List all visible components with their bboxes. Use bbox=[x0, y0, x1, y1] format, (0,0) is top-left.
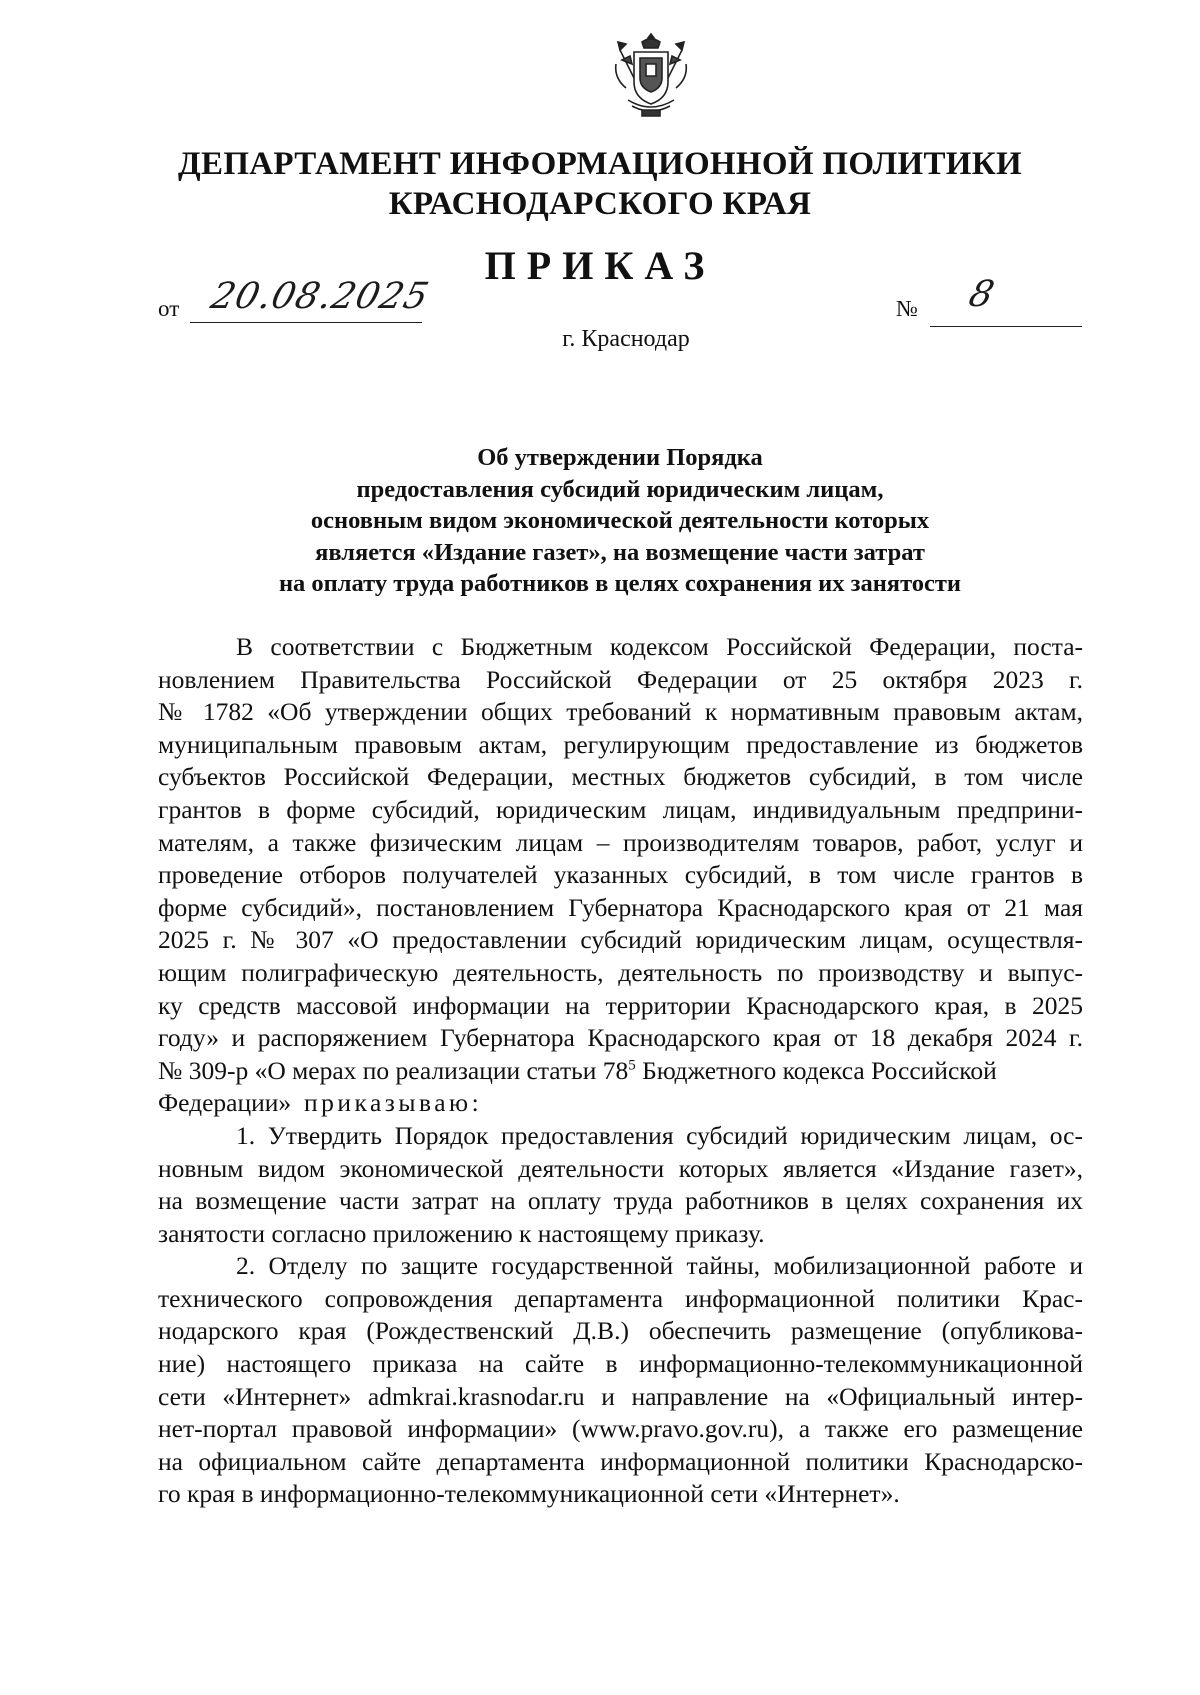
order-body bbox=[158, 631, 1083, 1511]
superscript: 5 bbox=[628, 1057, 636, 1074]
body-line-part: № 309-р «О мерах по реализации статьи 78 bbox=[158, 1055, 629, 1085]
body-line-part bbox=[628, 1055, 1083, 1088]
body-line: проведение отборов получателей указанных субсидий, в том числе грантов в bbox=[158, 860, 1083, 890]
order-subject bbox=[160, 442, 1080, 600]
subject-line: основным видом экономической деятельности которых bbox=[310, 507, 930, 534]
operative-word: приказываю: bbox=[303, 1088, 483, 1118]
document-type-title: ПРИКАЗ bbox=[484, 243, 716, 288]
body-line-part: Бюджетного кодекса Российской bbox=[635, 1055, 997, 1085]
body-line: муниципальным правовым актам, регулирующим предоставление из бюджетов bbox=[158, 729, 1083, 759]
body-line: технического сопровождения департамента информационной политики Крас- bbox=[158, 1283, 1083, 1313]
subject-line: Об утверждении Порядка bbox=[477, 444, 763, 471]
department-name-line-1: ДЕПАРТАМЕНТ ИНФОРМАЦИОННОЙ ПОЛИТИКИ bbox=[178, 146, 1022, 182]
date-underline bbox=[190, 322, 422, 323]
body-line: субъектов Российской Федерации, местных бюджетов субсидий, в том числе bbox=[158, 762, 1083, 792]
number-label: № bbox=[896, 296, 918, 321]
body-line: ющим полиграфическую деятельность, деятельность по производству и выпус- bbox=[158, 957, 1083, 987]
body-line: занятости согласно приложению к настоящему приказу. bbox=[158, 1218, 765, 1248]
body-line: ку средств массовой информации на территории Краснодарского края, в 2025 bbox=[158, 990, 1083, 1020]
order-date: 20.08.2025 bbox=[206, 276, 434, 317]
body-line: грантов в форме субсидий, юридическим лицам, индивидуальным предприни- bbox=[158, 794, 1083, 824]
body-line: сети «Интернет» admkrai.krasnodar.ru и направление на «Официальный интер- bbox=[158, 1381, 1083, 1411]
body-line: форме субсидий», постановлением Губернатора Краснодарского края от 21 мая bbox=[158, 892, 1083, 922]
body-line-part: Федерации» bbox=[158, 1088, 292, 1118]
body-line: 2. Отделу по защите государственной тайны, мобилизационной работе и bbox=[236, 1251, 1083, 1281]
body-line: ние) настоящего приказа на сайте в информационно-телекоммуникационной bbox=[158, 1349, 1083, 1379]
body-line bbox=[158, 1087, 1083, 1120]
department-name-line-2: КРАСНОДАРСКОГО КРАЯ bbox=[388, 186, 812, 222]
body-line: го края в информационно-телекоммуникационной сети «Интернет». bbox=[158, 1479, 900, 1509]
body-line: 2025 г. № 307 «О предоставлении субсидий юридическим лицам, осуществля- bbox=[158, 925, 1083, 955]
krasnodar-coat-of-arms-icon bbox=[612, 30, 690, 122]
body-line: № 1782 «Об утверждении общих требований к нормативным правовым актам, bbox=[158, 697, 1083, 727]
body-line: нет-портал правовой информации» (www.pravo.gov.ru), а также его размещение bbox=[158, 1414, 1083, 1444]
subject-line: на оплату труда работников в целях сохранения их занятости bbox=[278, 570, 962, 597]
body-line: В соответствии с Бюджетным кодексом Российской Федерации, поста- bbox=[236, 632, 1083, 661]
body-line bbox=[158, 1055, 1083, 1088]
subject-line: предоставления субсидий юридическим лицам, bbox=[356, 475, 884, 503]
city-name: г. Краснодар bbox=[562, 326, 690, 352]
body-line: 1. Утвердить Порядок предоставления субсидий юридическим лицам, ос- bbox=[236, 1120, 1083, 1150]
order-number: 8 bbox=[964, 274, 999, 315]
body-line: на возмещение части затрат на оплату труда работников в целях сохранения их bbox=[158, 1186, 1083, 1216]
body-line: новлением Правительства Российской Федерации от 25 октября 2023 г. bbox=[158, 664, 1083, 694]
body-line: мателям, а также физическим лицам – производителям товаров, работ, услуг и bbox=[158, 827, 1083, 857]
date-label: от bbox=[158, 296, 180, 321]
body-line: на официальном сайте департамента информационной политики Краснодарско- bbox=[158, 1446, 1083, 1476]
body-line: новным видом экономической деятельности которых является «Издание газет», bbox=[158, 1153, 1083, 1183]
subject-line: является «Издание газет», на возмещение части затрат bbox=[315, 538, 925, 566]
body-line: году» и распоряжением Губернатора Краснодарского края от 18 декабря 2024 г. bbox=[158, 1023, 1083, 1053]
body-line: нодарского края (Рождественский Д.В.) обеспечить размещение (опубликова- bbox=[158, 1316, 1083, 1346]
